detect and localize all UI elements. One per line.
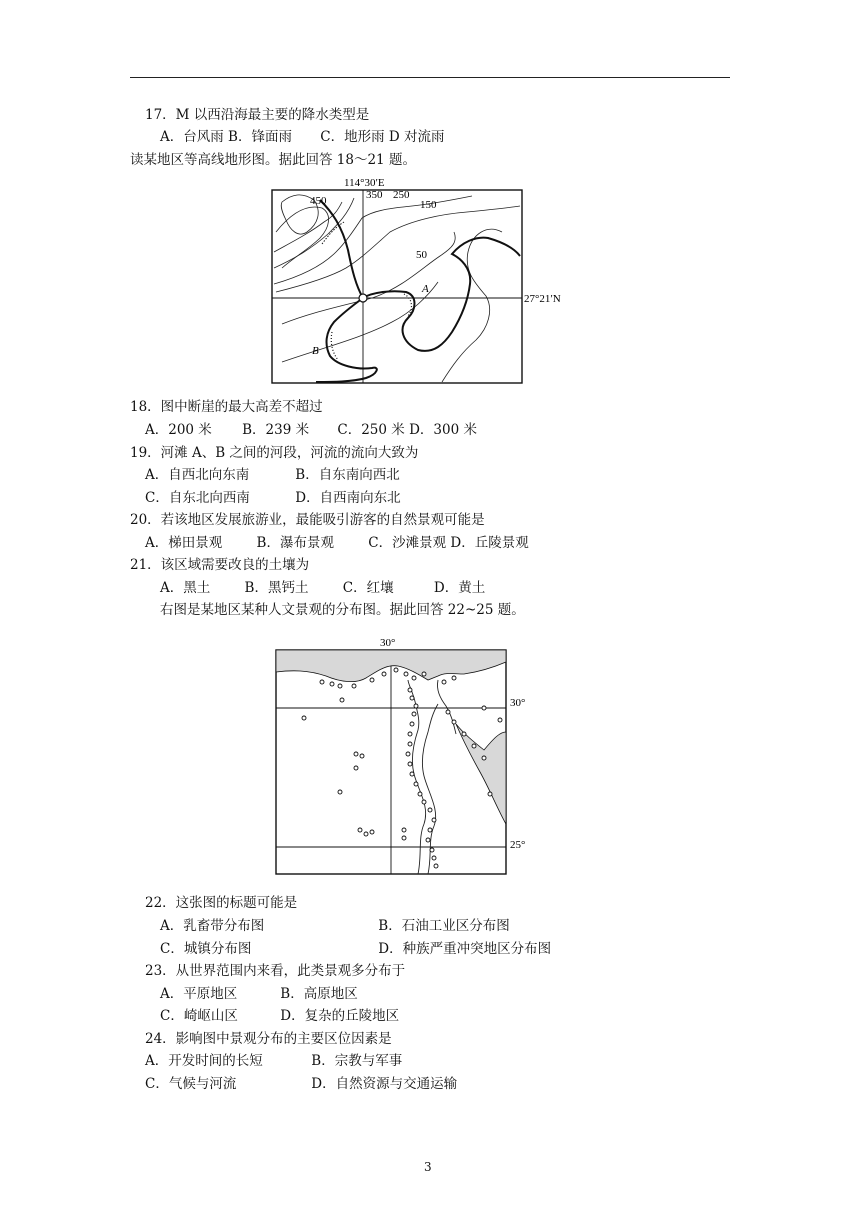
q20-options [145,534,529,552]
q19-stem: 19．河滩 A、B 之间的河段，河流的流向大致为 [130,445,419,461]
q20-option-b: B．瀑布景观 [256,535,334,551]
distribution-map [268,634,548,884]
contour-label-50: 50 [416,249,427,261]
q18-stem: 18．图中断崖的最大高差不超过 [130,399,323,415]
intro-18-21: 读某地区等高线地形图。据此回答 18～21 题。 [130,152,416,168]
q23-option-d: D．复杂的丘陵地区 [280,1008,400,1024]
q22-option-c: C．城镇分布图 [160,941,252,957]
q19-option-c: C．自东北向西南 [145,490,250,506]
q24-option-c: C．气候与河流 [145,1076,237,1092]
suez-canal [437,680,456,734]
q19-options-row2 [145,489,401,507]
q20-stem: 20．若该地区发展旅游业，最能吸引游客的自然景观可能是 [130,512,485,528]
q18-options [145,421,477,439]
q21-option-d: D．黄土 [433,580,486,596]
q20-option-a: A．梯田景观 [145,535,223,551]
intro-22-25: 右图是某地区某种人文景观的分布图。据此回答 22~25 题。 [160,602,525,618]
q23-options-row1 [160,985,358,1003]
q18-option-cd: C．250 米 D．300 米 [337,422,477,438]
q24-option-a: A．开发时间的长短 [145,1053,263,1069]
page-number: 3 [424,1160,432,1174]
red-sea [456,724,506,824]
q19-option-b: B．自东南向西北 [295,467,400,483]
header-rule [130,77,730,78]
contour-label-350: 350 [366,189,383,201]
q17-options [160,128,445,146]
contour-label-150: 150 [420,199,437,211]
contour-lines [274,195,520,382]
q21-option-b: B．黑钙土 [244,580,309,596]
q23-option-b: B．高原地区 [280,986,358,1002]
river-upper [320,200,520,351]
q19-options-row1 [145,466,400,484]
q23-options-row2 [160,1007,399,1025]
q22-option-b: B．石油工业区分布图 [378,918,510,934]
lon-label-30: 30° [380,637,396,649]
q17-option-ab: A．台风雨 B．锋面雨 [160,129,292,145]
q17-option-cd: C．地形雨 D 对流雨 [320,129,445,145]
cliff-hatch [322,222,344,244]
point-label-a: A [422,283,429,295]
contour-map [262,172,582,388]
river-lower [316,298,377,382]
contour-label-450: 450 [310,195,327,207]
q24-option-b: B．宗教与军事 [311,1053,403,1069]
q21-stem: 21．该区域需要改良的土壤为 [130,557,310,573]
q22-stem: 22．这张图的标题可能是 [145,895,298,911]
q24-options-row2 [145,1075,457,1093]
confluence-point [359,294,367,302]
beach-b-dots [331,332,338,360]
q22-option-d: D．种族严重冲突地区分布图 [378,941,552,957]
q22-options-row2 [160,940,551,958]
q24-stem: 24．影响图中景观分布的主要区位因素是 [145,1031,392,1047]
q18-option-b: B．239 米 [242,422,310,438]
nile-river-west [408,680,426,874]
q21-option-a: A．黑土 [160,580,211,596]
q24-option-d: D．自然资源与交通运输 [311,1076,458,1092]
q23-stem: 23．从世界范围内来看，此类景观多分布于 [145,963,406,979]
q19-option-d: D．自西南向东北 [295,490,401,506]
q22-options-row1 [160,917,510,935]
q23-option-a: A．平原地区 [160,986,238,1002]
q23-option-c: C．崎岖山区 [160,1008,238,1024]
lon-label: 114°30′E [344,177,385,189]
lat-label: 27°21′N [524,293,561,305]
lat-label-25: 25° [510,839,526,851]
town-dots [302,668,502,868]
lat-label-30: 30° [510,697,526,709]
q18-option-a: A．200 米 [145,422,212,438]
q20-option-cd: C．沙滩景观 D．丘陵景观 [368,535,529,551]
q21-options [160,579,485,597]
point-label-b: B [312,345,319,357]
q22-option-a: A．乳畜带分布图 [160,918,265,934]
q21-option-c: C．红壤 [342,580,394,596]
q17-stem: 17．M 以西沿海最主要的降水类型是 [145,107,370,123]
q19-option-a: A．自西北向东南 [145,467,250,483]
contour-label-250: 250 [393,189,410,201]
q24-options-row1 [145,1052,402,1070]
